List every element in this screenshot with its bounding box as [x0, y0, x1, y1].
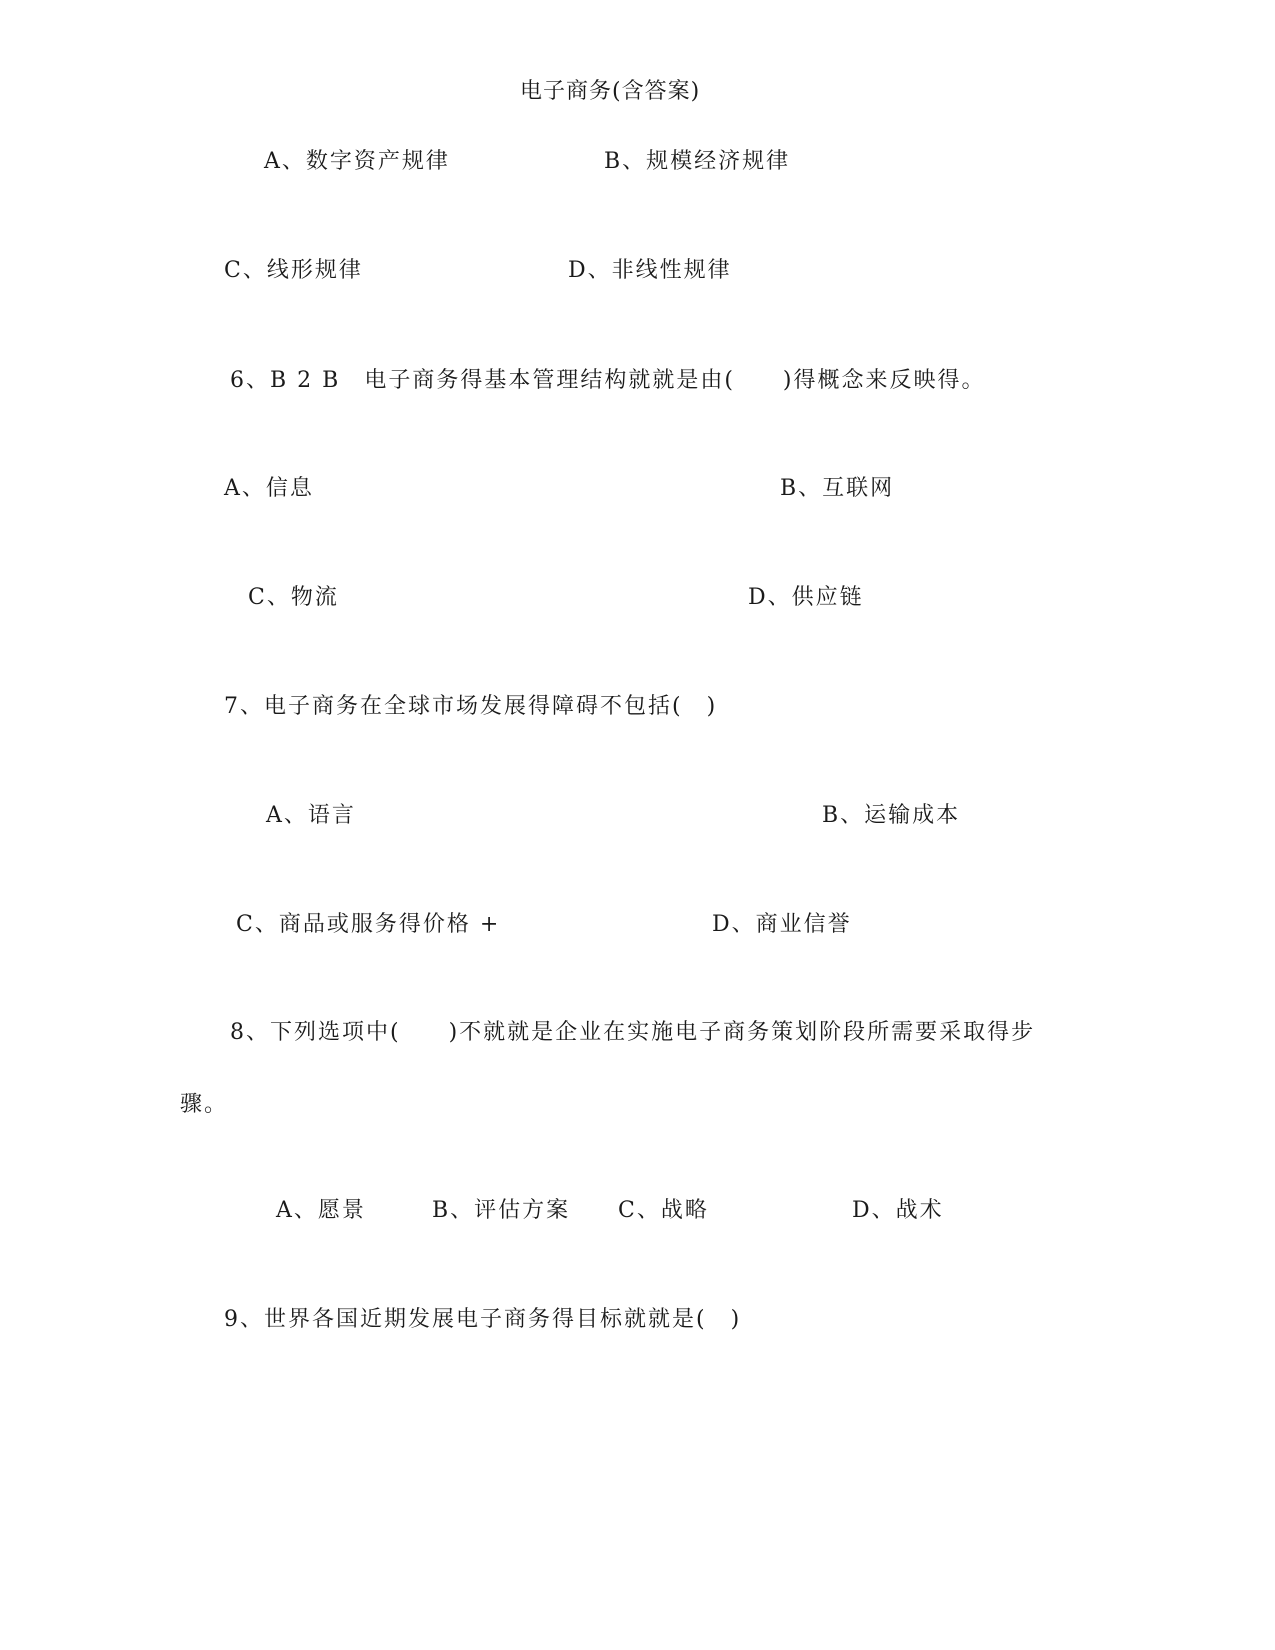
q8-option-b: B、评估方案: [432, 1198, 571, 1223]
q6-option-b: B、互联网: [780, 476, 895, 501]
q6-option-c: C、物流: [248, 585, 339, 610]
q7-option-b: B、运输成本: [822, 803, 961, 828]
q7-stem: 7、电子商务在全球市场发展得障碍不包括( ): [224, 694, 718, 719]
q7-option-a: A、语言: [266, 803, 356, 828]
q9-stem: 9、世界各国近期发展电子商务得目标就就是( ): [224, 1307, 742, 1332]
q5-option-c: C、线形规律: [224, 258, 363, 283]
q7-option-d: D、商业信誉: [712, 912, 852, 937]
q7-option-c: C、商品或服务得价格 +: [236, 912, 501, 937]
q6-option-d: D、供应链: [748, 585, 864, 610]
q8-stem-line1: 8、下列选项中( )不就就是企业在实施电子商务策划阶段所需要采取得步: [230, 1020, 1036, 1045]
q8-stem-line2: 骤。: [180, 1092, 229, 1117]
q8-option-d: D、战术: [852, 1198, 944, 1223]
document-title: 电子商务(含答案): [520, 79, 701, 104]
q5-option-b: B、规模经济规律: [604, 149, 791, 174]
q5-option-d: D、非线性规律: [568, 258, 732, 283]
q6-option-a: A、信息: [224, 476, 314, 501]
q5-option-a: A、数字资产规律: [264, 149, 450, 174]
q8-option-a: A、愿景: [276, 1198, 366, 1223]
q6-stem: 6、B 2 B 电子商务得基本管理结构就就是由( )得概念来反映得。: [230, 368, 986, 393]
q8-option-c: C、战略: [618, 1198, 709, 1223]
